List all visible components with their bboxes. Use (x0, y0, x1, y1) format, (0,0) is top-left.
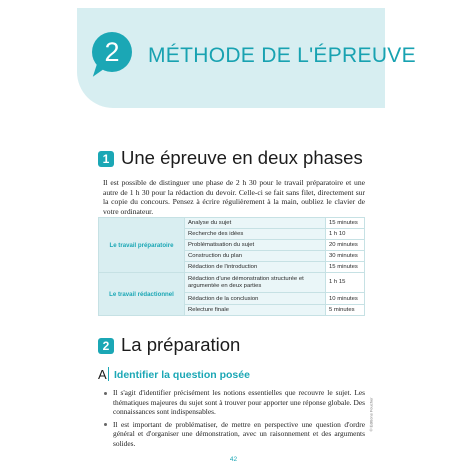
task-cell: Construction du plan (185, 251, 326, 262)
subsection-letter: A (98, 367, 107, 382)
phase-label-preparation: Le travail préparatoire (99, 218, 185, 273)
subsection-title: Identifier la question posée (114, 369, 250, 381)
task-cell: Rédaction de la conclusion (185, 293, 326, 304)
duration-cell: 20 minutes (326, 240, 365, 251)
duration-cell: 15 minutes (326, 262, 365, 273)
bullet-list (103, 388, 365, 451)
task-cell: Analyse du sujet (185, 218, 326, 229)
bullet-dot-icon (104, 423, 107, 426)
bullet-dot-icon (104, 392, 107, 395)
page-number: 42 (229, 456, 238, 463)
table-row (99, 273, 365, 293)
section-number-2: 2 (98, 338, 114, 354)
time-schedule-table (98, 217, 365, 316)
subsection-divider (108, 367, 109, 381)
task-cell: Problématisation du sujet (185, 240, 326, 251)
phase-label-redaction: Le travail rédactionnel (99, 273, 185, 315)
list-item (103, 420, 365, 449)
section-title-2: La préparation (121, 334, 241, 355)
intro-paragraph: Il est possible de distinguer une phase de 2 h 30 pour le travail préparatoire et une autre de 1 h 30 pour la rédaction du devoir. Celle-ci se fait sans filet, directement sur la copie du concours. Pensez à écrire régulièrement à la main, oubliez le clavier de votre ordinateur. (103, 178, 365, 216)
list-item (103, 388, 365, 417)
duration-cell: 1 h 15 (326, 273, 365, 293)
list-item-text: Il s'agit d'identifier précisément les notions essentielles que recouvre le sujet. Les thématiques majeures du sujet sont à trouver pour apporter une réponse globale. Des connaissances sont indispensables. (113, 388, 365, 416)
chapter-title: MÉTHODE DE L'ÉPREUVE (148, 44, 416, 67)
duration-cell: 1 h 10 (326, 229, 365, 240)
duration-cell: 15 minutes (326, 218, 365, 229)
copyright-text: © Éditions Foucher (368, 397, 374, 432)
section-number-1: 1 (98, 151, 114, 167)
duration-cell: 5 minutes (326, 304, 365, 315)
table-row (99, 218, 365, 229)
list-item-text: Il est important de problématiser, de mettre en perspective une question d'ordre général et d'organiser une démonstration, avec un raisonnement et des arguments solides. (113, 419, 365, 448)
task-cell: Relecture finale (185, 304, 326, 315)
task-cell: Rédaction de l'introduction (185, 262, 326, 273)
copyright-notice (367, 388, 375, 448)
task-cell: Recherche des idées (185, 229, 326, 240)
duration-cell: 30 minutes (326, 251, 365, 262)
section-title-1: Une épreuve en deux phases (121, 147, 363, 168)
chapter-number: 2 (104, 37, 120, 67)
duration-cell: 10 minutes (326, 293, 365, 304)
task-cell: Rédaction d'une démonstration structurée et argumentée en deux parties (185, 273, 326, 293)
